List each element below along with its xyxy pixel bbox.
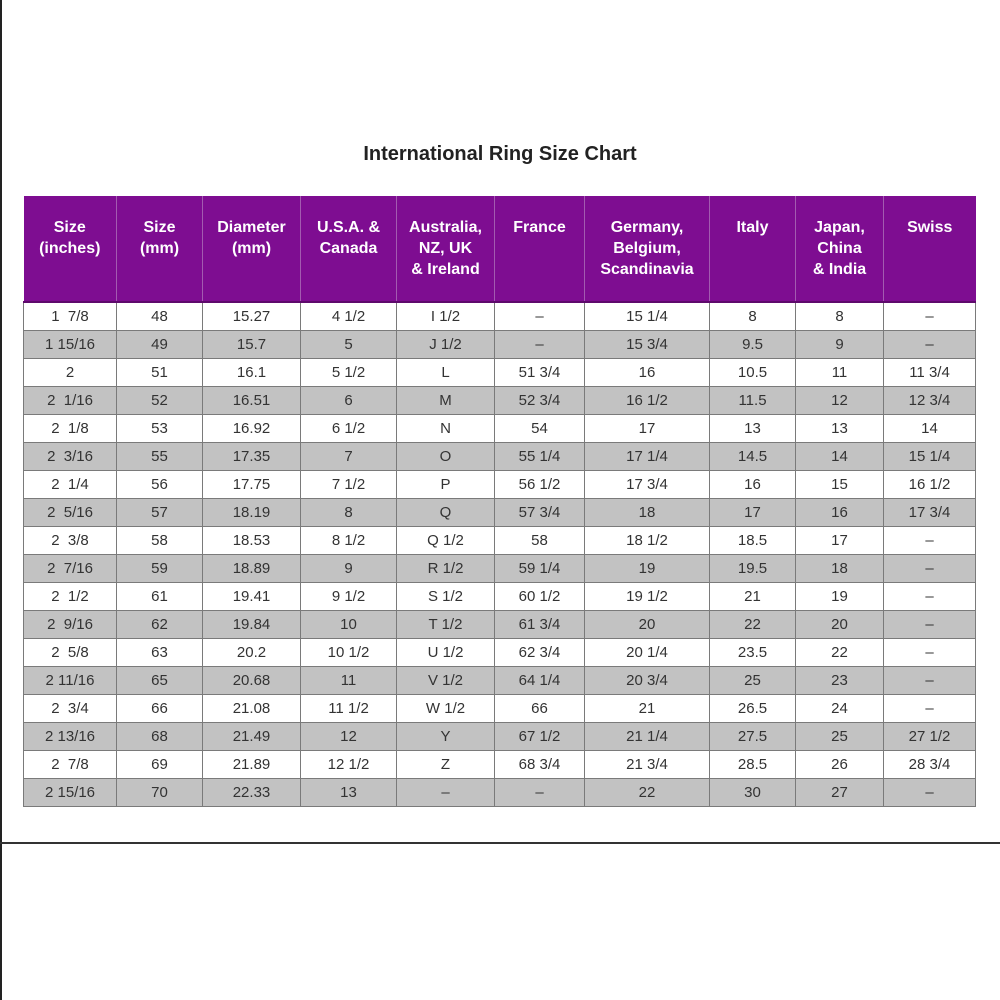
table-cell: 1 15/16	[24, 331, 117, 359]
bottom-border-line	[0, 842, 1000, 844]
table-cell: 20 1/4	[585, 639, 710, 667]
table-cell: 19.84	[203, 611, 301, 639]
table-cell: 15	[796, 471, 884, 499]
table-cell: 64 1/4	[495, 667, 585, 695]
table-cell: –	[884, 555, 976, 583]
table-cell: 68	[117, 723, 203, 751]
table-cell: 30	[710, 779, 796, 807]
table-cell: 57	[117, 499, 203, 527]
table-cell: 55	[117, 443, 203, 471]
table-cell: 19.41	[203, 583, 301, 611]
table-cell: 58	[495, 527, 585, 555]
table-cell: 11	[301, 667, 397, 695]
table-cell: 25	[796, 723, 884, 751]
table-cell: 2 7/16	[24, 555, 117, 583]
table-row	[24, 583, 976, 611]
table-row	[24, 639, 976, 667]
table-cell: 67 1/2	[495, 723, 585, 751]
table-cell: 2 13/16	[24, 723, 117, 751]
table-cell: L	[397, 359, 495, 387]
table-cell: 26	[796, 751, 884, 779]
table-cell: O	[397, 443, 495, 471]
table-row	[24, 555, 976, 583]
table-cell: 51 3/4	[495, 359, 585, 387]
table-cell: 2 1/16	[24, 387, 117, 415]
table-cell: 68 3/4	[495, 751, 585, 779]
table-cell: 16	[796, 499, 884, 527]
table-cell: –	[397, 779, 495, 807]
table-cell: 2 3/4	[24, 695, 117, 723]
table-cell: –	[884, 331, 976, 359]
table-cell: 18 1/2	[585, 527, 710, 555]
table-cell: 22	[796, 639, 884, 667]
table-cell: 9	[301, 555, 397, 583]
table-cell: 69	[117, 751, 203, 779]
table-cell: 63	[117, 639, 203, 667]
table-cell: 18.53	[203, 527, 301, 555]
table-cell: 20 3/4	[585, 667, 710, 695]
table-cell: 56	[117, 471, 203, 499]
column-header: Italy	[710, 196, 796, 302]
column-header: Germany, Belgium, Scandinavia	[585, 196, 710, 302]
table-cell: 55 1/4	[495, 443, 585, 471]
table-cell: W 1/2	[397, 695, 495, 723]
column-header: Size (inches)	[24, 196, 117, 302]
table-cell: –	[884, 611, 976, 639]
table-cell: 22	[710, 611, 796, 639]
table-cell: 10.5	[710, 359, 796, 387]
table-cell: 2 11/16	[24, 667, 117, 695]
table-body	[24, 302, 976, 807]
table-row	[24, 751, 976, 779]
table-cell: 19	[585, 555, 710, 583]
column-header: France	[495, 196, 585, 302]
table-cell: 14	[796, 443, 884, 471]
table-cell: –	[884, 583, 976, 611]
table-cell: 19.5	[710, 555, 796, 583]
column-header: Diameter (mm)	[203, 196, 301, 302]
table-cell: 16 1/2	[585, 387, 710, 415]
table-cell: I 1/2	[397, 302, 495, 331]
table-row	[24, 359, 976, 387]
table-cell: 15.27	[203, 302, 301, 331]
column-header: Size (mm)	[117, 196, 203, 302]
table-cell: 21	[710, 583, 796, 611]
table-cell: 18.89	[203, 555, 301, 583]
table-cell: 21.08	[203, 695, 301, 723]
column-header: Swiss	[884, 196, 976, 302]
table-row	[24, 499, 976, 527]
table-cell: 62	[117, 611, 203, 639]
table-cell: 70	[117, 779, 203, 807]
table-cell: 5	[301, 331, 397, 359]
table-cell: 21.89	[203, 751, 301, 779]
table-cell: 18.5	[710, 527, 796, 555]
table-cell: 19	[796, 583, 884, 611]
table-cell: Y	[397, 723, 495, 751]
table-cell: 16.92	[203, 415, 301, 443]
table-cell: S 1/2	[397, 583, 495, 611]
table-cell: 20	[585, 611, 710, 639]
table-row	[24, 723, 976, 751]
table-cell: 12	[301, 723, 397, 751]
table-cell: 27.5	[710, 723, 796, 751]
table-cell: 11 1/2	[301, 695, 397, 723]
table-cell: R 1/2	[397, 555, 495, 583]
table-cell: 9.5	[710, 331, 796, 359]
table-cell: 21 1/4	[585, 723, 710, 751]
column-header: U.S.A. & Canada	[301, 196, 397, 302]
table-cell: 13	[710, 415, 796, 443]
table-cell: 16.51	[203, 387, 301, 415]
table-cell: 18	[585, 499, 710, 527]
table-cell: 21	[585, 695, 710, 723]
table-row	[24, 331, 976, 359]
ring-size-table	[23, 196, 976, 807]
table-cell: 15 1/4	[884, 443, 976, 471]
table-cell: –	[495, 331, 585, 359]
table-cell: 61 3/4	[495, 611, 585, 639]
table-cell: J 1/2	[397, 331, 495, 359]
table-cell: 2 3/16	[24, 443, 117, 471]
table-cell: 27 1/2	[884, 723, 976, 751]
table-row	[24, 387, 976, 415]
table-cell: Z	[397, 751, 495, 779]
table-cell: 16	[585, 359, 710, 387]
table-cell: 23	[796, 667, 884, 695]
table-row	[24, 779, 976, 807]
table-cell: 17 3/4	[585, 471, 710, 499]
table-cell: 66	[117, 695, 203, 723]
table-cell: 6 1/2	[301, 415, 397, 443]
table-row	[24, 471, 976, 499]
table-cell: 6	[301, 387, 397, 415]
table-cell: 62 3/4	[495, 639, 585, 667]
table-cell: 11 3/4	[884, 359, 976, 387]
table-cell: –	[495, 779, 585, 807]
table-row	[24, 611, 976, 639]
table-cell: 65	[117, 667, 203, 695]
table-row	[24, 443, 976, 471]
table-cell: 13	[796, 415, 884, 443]
table-cell: 18	[796, 555, 884, 583]
table-cell: 15.7	[203, 331, 301, 359]
table-row	[24, 695, 976, 723]
table-cell: –	[884, 695, 976, 723]
table-cell: 66	[495, 695, 585, 723]
table-cell: 8 1/2	[301, 527, 397, 555]
table-cell: 12	[796, 387, 884, 415]
table-cell: –	[884, 639, 976, 667]
table-cell: 17.35	[203, 443, 301, 471]
table-cell: 24	[796, 695, 884, 723]
table-cell: 22	[585, 779, 710, 807]
table-cell: 14.5	[710, 443, 796, 471]
table-cell: 56 1/2	[495, 471, 585, 499]
table-cell: 12 3/4	[884, 387, 976, 415]
table-row	[24, 415, 976, 443]
table-cell: 16	[710, 471, 796, 499]
table-cell: 16 1/2	[884, 471, 976, 499]
table-cell: 7	[301, 443, 397, 471]
table-cell: 12 1/2	[301, 751, 397, 779]
table-cell: 8	[301, 499, 397, 527]
table-cell: 8	[796, 302, 884, 331]
table-cell: 28.5	[710, 751, 796, 779]
table-cell: 10 1/2	[301, 639, 397, 667]
table-cell: 2 1/4	[24, 471, 117, 499]
table-cell: 15 3/4	[585, 331, 710, 359]
table-cell: 25	[710, 667, 796, 695]
column-header: Japan, China & India	[796, 196, 884, 302]
table-cell: Q 1/2	[397, 527, 495, 555]
table-cell: 49	[117, 331, 203, 359]
table-cell: 17 1/4	[585, 443, 710, 471]
table-cell: 16.1	[203, 359, 301, 387]
table-cell: 58	[117, 527, 203, 555]
table-cell: 17.75	[203, 471, 301, 499]
table-cell: 9	[796, 331, 884, 359]
table-cell: T 1/2	[397, 611, 495, 639]
table-cell: 2 1/8	[24, 415, 117, 443]
table-cell: 53	[117, 415, 203, 443]
table-cell: 52	[117, 387, 203, 415]
table-cell: 23.5	[710, 639, 796, 667]
table-cell: 59 1/4	[495, 555, 585, 583]
table-cell: U 1/2	[397, 639, 495, 667]
table-cell: 20.68	[203, 667, 301, 695]
table-cell: 54	[495, 415, 585, 443]
table-cell: 51	[117, 359, 203, 387]
table-row	[24, 527, 976, 555]
table-cell: 4 1/2	[301, 302, 397, 331]
table-cell: P	[397, 471, 495, 499]
table-cell: 13	[301, 779, 397, 807]
table-cell: 7 1/2	[301, 471, 397, 499]
table-cell: 2 5/16	[24, 499, 117, 527]
table-cell: –	[884, 527, 976, 555]
table-cell: 17	[710, 499, 796, 527]
table-cell: 60 1/2	[495, 583, 585, 611]
table-cell: 17 3/4	[884, 499, 976, 527]
table-cell: 11	[796, 359, 884, 387]
table-cell: 2	[24, 359, 117, 387]
table-cell: 17	[796, 527, 884, 555]
table-cell: V 1/2	[397, 667, 495, 695]
table-cell: 11.5	[710, 387, 796, 415]
table-cell: 59	[117, 555, 203, 583]
table-cell: 2 7/8	[24, 751, 117, 779]
column-header: Australia, NZ, UK & Ireland	[397, 196, 495, 302]
table-cell: 2 5/8	[24, 639, 117, 667]
table-cell: 61	[117, 583, 203, 611]
table-cell: 2 9/16	[24, 611, 117, 639]
table-cell: –	[495, 302, 585, 331]
table-cell: 48	[117, 302, 203, 331]
table-cell: 21.49	[203, 723, 301, 751]
table-cell: 1 7/8	[24, 302, 117, 331]
header-row	[24, 196, 976, 302]
table-cell: 57 3/4	[495, 499, 585, 527]
table-cell: 20.2	[203, 639, 301, 667]
table-cell: 8	[710, 302, 796, 331]
table-cell: Q	[397, 499, 495, 527]
table-cell: 22.33	[203, 779, 301, 807]
table-cell: –	[884, 667, 976, 695]
table-cell: 27	[796, 779, 884, 807]
table-cell: 18.19	[203, 499, 301, 527]
table-cell: 19 1/2	[585, 583, 710, 611]
table-cell: 9 1/2	[301, 583, 397, 611]
table-row	[24, 302, 976, 331]
table-cell: 52 3/4	[495, 387, 585, 415]
table-cell: N	[397, 415, 495, 443]
table-row	[24, 667, 976, 695]
table-cell: 17	[585, 415, 710, 443]
table-cell: 2 15/16	[24, 779, 117, 807]
table-cell: 21 3/4	[585, 751, 710, 779]
table-cell: 14	[884, 415, 976, 443]
table-cell: M	[397, 387, 495, 415]
table-cell: 15 1/4	[585, 302, 710, 331]
table-cell: 5 1/2	[301, 359, 397, 387]
chart-title: International Ring Size Chart	[363, 143, 637, 165]
table-cell: 10	[301, 611, 397, 639]
table-cell: 26.5	[710, 695, 796, 723]
table-cell: 28 3/4	[884, 751, 976, 779]
table-cell: 2 1/2	[24, 583, 117, 611]
table-cell: –	[884, 302, 976, 331]
table-cell: –	[884, 779, 976, 807]
table-cell: 20	[796, 611, 884, 639]
table-cell: 2 3/8	[24, 527, 117, 555]
